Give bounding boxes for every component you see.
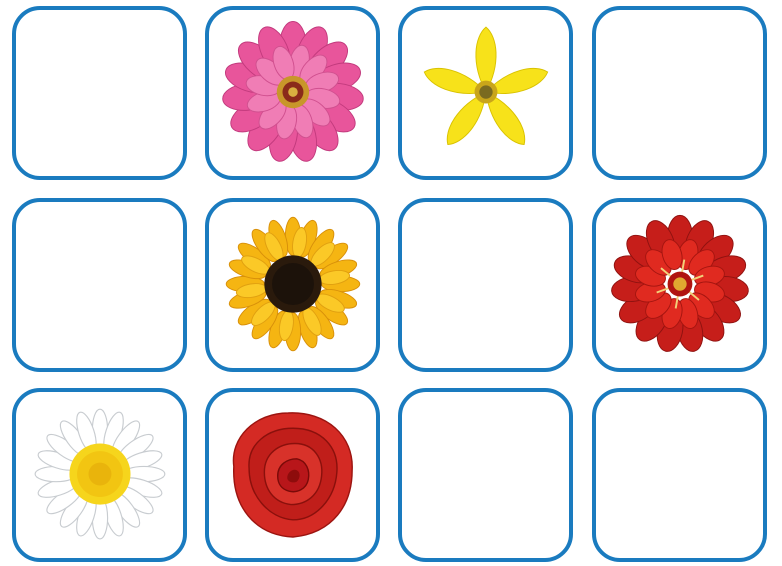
card-r2-c2[interactable] (205, 198, 380, 372)
card-r1-c2[interactable] (205, 6, 380, 180)
card-r2-c1[interactable] (12, 198, 187, 372)
card-r3-c3[interactable] (398, 388, 573, 562)
card-r3-c4[interactable] (592, 388, 767, 562)
card-r2-c3[interactable] (398, 198, 573, 372)
pink-zinnia-icon (209, 10, 376, 176)
daisy-icon (16, 392, 183, 558)
card-r3-c1[interactable] (12, 388, 187, 562)
sunflower-icon (209, 202, 376, 368)
card-r1-c3[interactable] (398, 6, 573, 180)
yellow-star-flower-icon (402, 10, 569, 176)
card-r1-c4[interactable] (592, 6, 767, 180)
red-zinnia-icon (596, 202, 763, 368)
card-r1-c1[interactable] (12, 6, 187, 180)
card-r2-c4[interactable] (592, 198, 767, 372)
red-rose-icon (209, 392, 376, 558)
card-r3-c2[interactable] (205, 388, 380, 562)
